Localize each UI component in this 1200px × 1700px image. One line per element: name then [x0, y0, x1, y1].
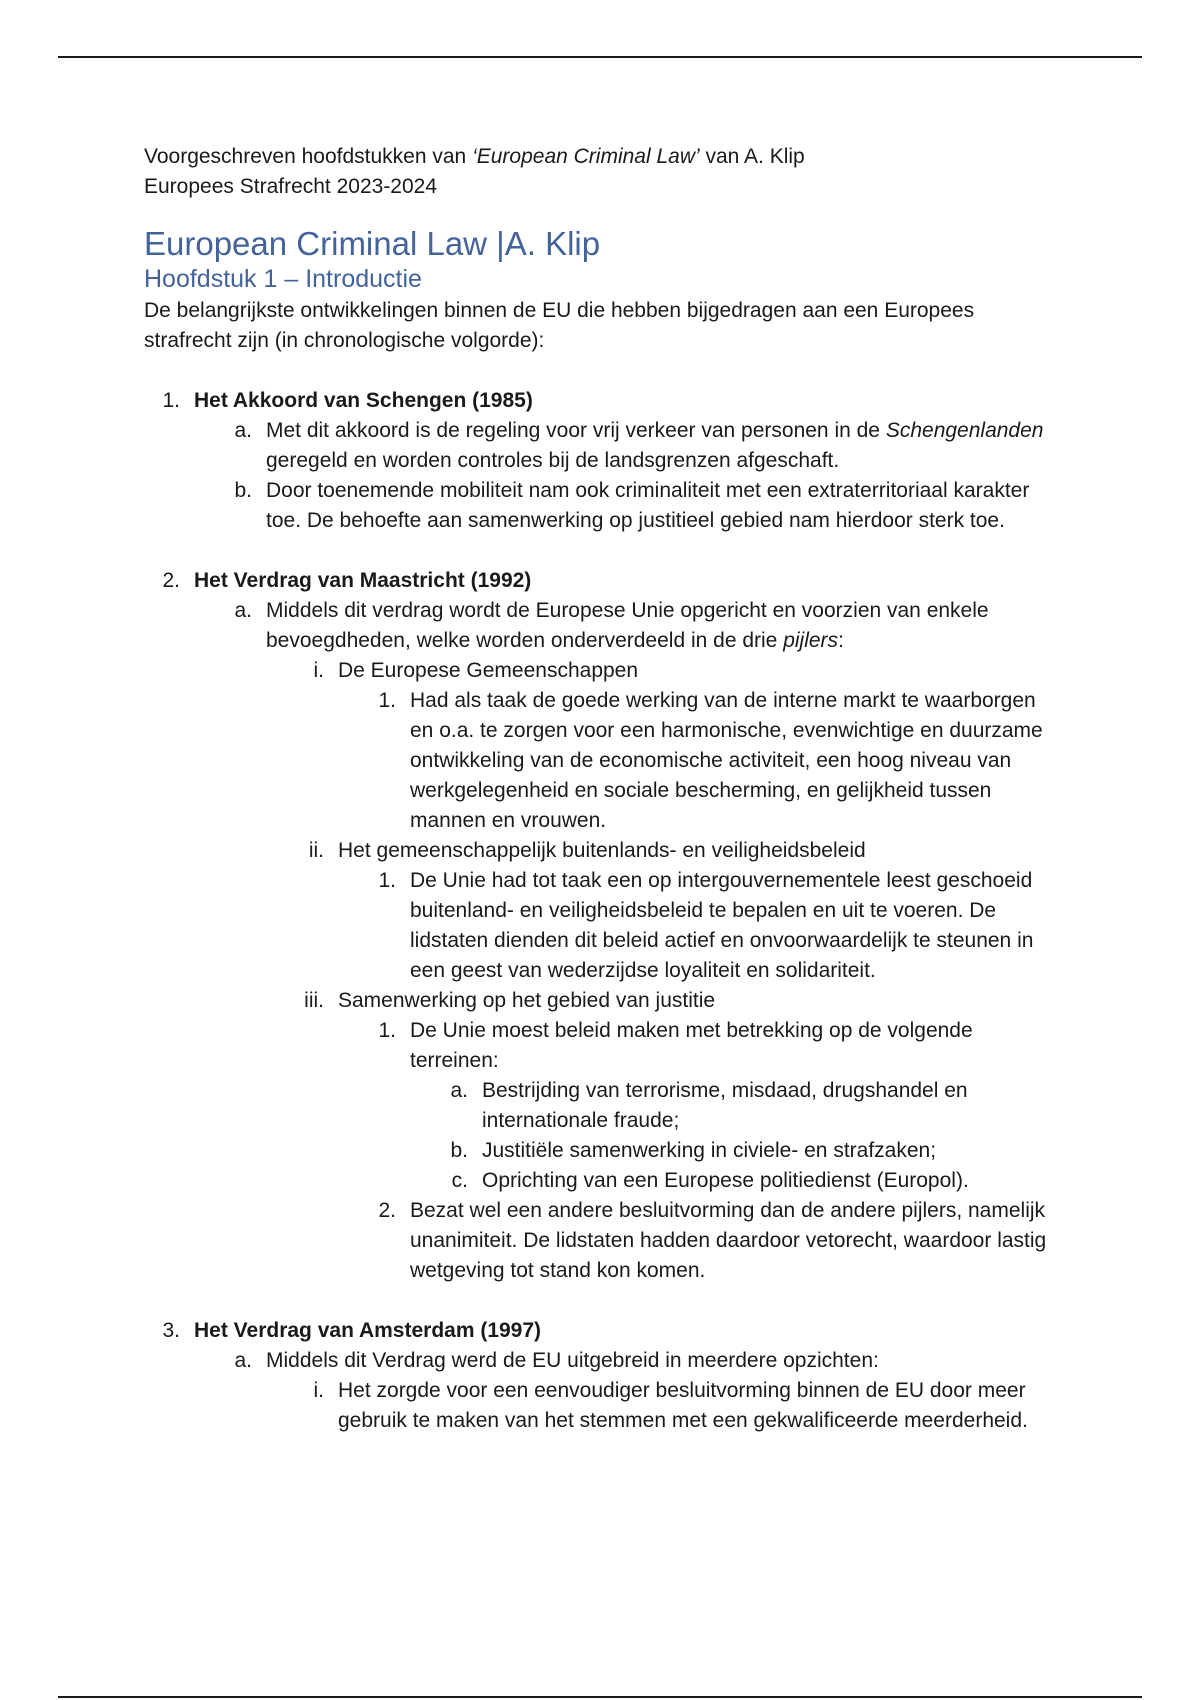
list-item: 1. De Unie moest beleid maken met betrekking op de volgende terreinen:: [378, 1019, 973, 1072]
list-item: a. Met dit akkoord is de regeling voor vrij verkeer van personen in de Schengenlanden geregeld en worden controles bij de landsgrenzen afgeschaft.: [234, 419, 1044, 472]
section-schengen: [144, 386, 1064, 536]
list-item: 3. Het Verdrag van Amsterdam (1997): [144, 1316, 1064, 1346]
list-item: 1. Had als taak de goede werking van de interne markt te waarborgen en o.a. te zorgen voor een harmonische, evenwichtige en duurzame ontwikkeling van de economische activiteit, een hoog niveau van werkgelegenheid en sociale bescherming, en gelijkheid tussen mannen en vrouwen.: [378, 689, 1043, 832]
list-item: i. De Europese Gemeenschappen: [313, 659, 639, 682]
list-item: i. Het zorgde voor een eenvoudiger besluitvorming binnen de EU door meer gebruik te maken van het stemmen met een gekwalificeerde meerderheid.: [313, 1379, 1028, 1432]
list-item: 2. Bezat wel een andere besluitvorming dan de andere pijlers, namelijk unanimiteit. De lidstaten hadden daardoor vetorecht, waardoor lastig wetgeving tot stand kon komen.: [378, 1199, 1047, 1282]
list-item: 2. Het Verdrag van Maastricht (1992): [144, 566, 1064, 596]
list-item: 1. Het Akkoord van Schengen (1985): [144, 386, 1064, 416]
list-item: b. Door toenemende mobiliteit nam ook criminaliteit met een extraterritoriaal karakter toe. De behoefte aan samenwerking op justitieel gebied nam hierdoor sterk toe.: [234, 479, 1030, 532]
list-item: iii. Samenwerking op het gebied van justitie: [304, 989, 716, 1012]
list-item: a. Middels dit Verdrag werd de EU uitgebreid in meerdere opzichten:: [234, 1349, 879, 1372]
footer-rule: [58, 1696, 1142, 1698]
list-item: ii. Het gemeenschappelijk buitenlands- en veiligheidsbeleid: [308, 839, 866, 862]
course-header-line2: Europees Strafrecht 2023-2024: [144, 175, 438, 198]
section-amsterdam: [144, 1316, 1064, 1436]
header-rule: [58, 56, 1142, 58]
list-item: a. Bestrijding van terrorisme, misdaad, drugshandel en internationale fraude;: [450, 1079, 968, 1132]
list-item: 1. De Unie had tot taak een op intergouvernementele leest geschoeid buitenland- en veiligheidsbeleid te bepalen en uit te voeren. De lidstaten dienden dit beleid actief en onvoorwaardelijk te steunen in een geest van wederzijdse loyaliteit en solidariteit.: [378, 869, 1034, 982]
book-title-italic: ‘European Criminal Law’: [472, 145, 700, 168]
chapter-title: Hoofdstuk 1 – Introductie: [144, 265, 422, 293]
section-maastricht: [144, 566, 1064, 1286]
document-body: [144, 142, 1064, 1436]
course-header-line1: Voorgeschreven hoofdstukken van ‘European Criminal Law’ van A. Klip: [144, 145, 805, 168]
intro-paragraph: De belangrijkste ontwikkelingen binnen de EU die hebben bijgedragen aan een Europees strafrecht zijn (in chronologische volgorde):: [144, 299, 975, 352]
list-item: b. Justitiële samenwerking in civiele- en strafzaken;: [450, 1139, 937, 1162]
section-heading: Het Akkoord van Schengen (1985): [194, 389, 533, 412]
section-heading: Het Verdrag van Maastricht (1992): [194, 569, 532, 592]
list-item: a. Middels dit verdrag wordt de Europese Unie opgericht en voorzien van enkele bevoegdheden, welke worden onderverdeeld in de drie pijlers:: [234, 599, 989, 652]
section-heading: Het Verdrag van Amsterdam (1997): [194, 1319, 542, 1342]
document-title: European Criminal Law |A. Klip: [144, 225, 601, 262]
list-item: c. Oprichting van een Europese politiedienst (Europol).: [451, 1169, 969, 1192]
